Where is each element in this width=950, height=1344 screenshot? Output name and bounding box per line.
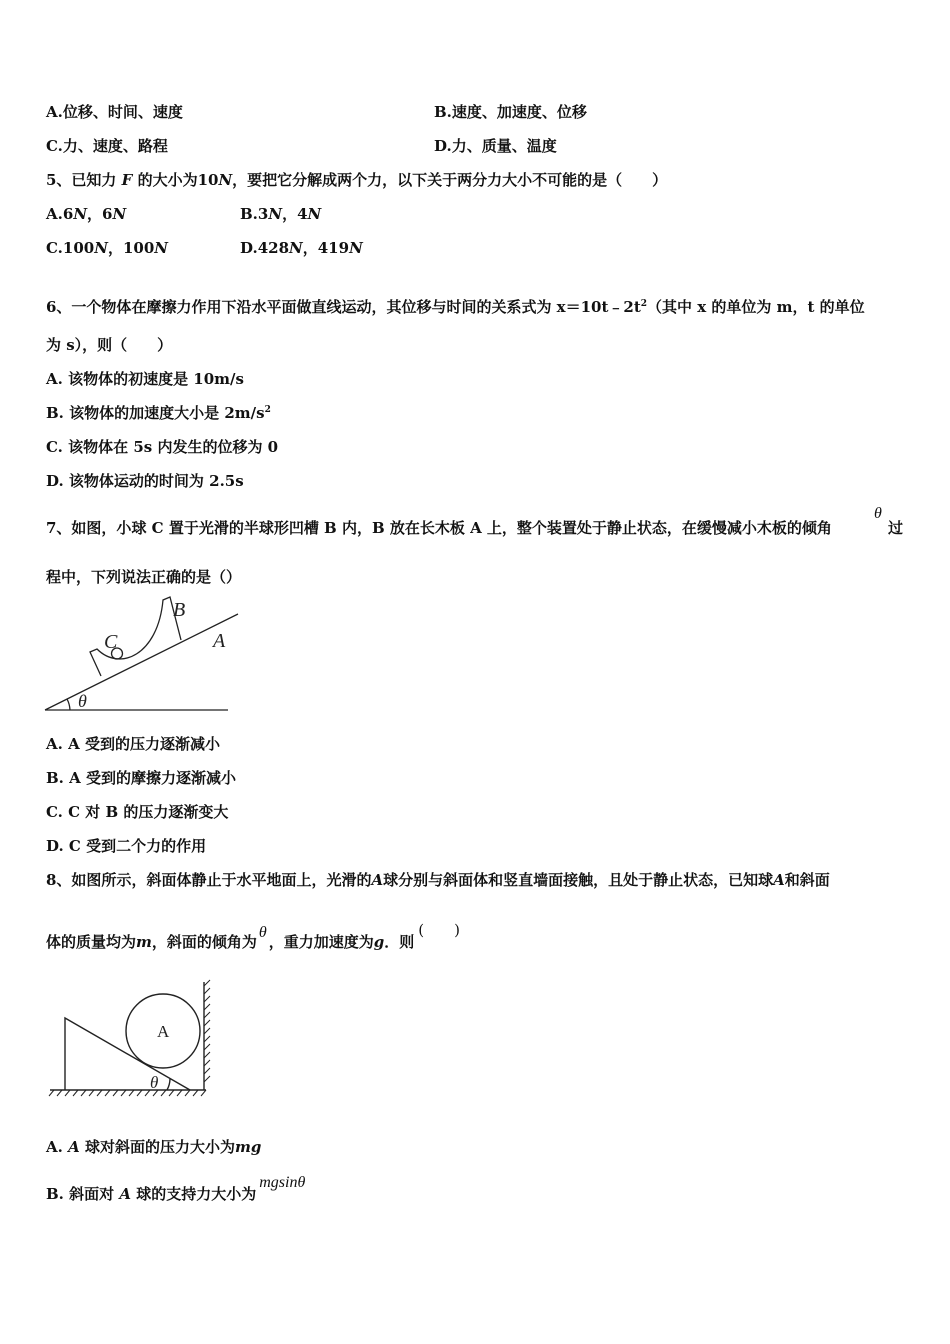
label-c: C [104, 631, 118, 653]
q8-stem-line1: 8、如图所示，斜面体静止于水平地面上，光滑的A球分别与斜面体和竖直墙面接触，且处于静止状态，已知球A和斜面 [46, 871, 830, 889]
q6-stem-line1: 6、一个物体在摩擦力作用下沿水平面做直线运动，其位移与时间的关系式为 $x=10t﹣2t^2$（其中 x 的单位为 m，t 的单位 [46, 298, 865, 316]
q6-option-d: D. 该物体运动的时间为 2.5s [46, 472, 244, 490]
q5-option-c: C.100N，100N [46, 239, 168, 257]
q4-option-c: C.力、速度、路程 [46, 137, 168, 155]
q7-stem-line1: 7、如图，小球 C 置于光滑的半球形凹槽 B 内，B 放在长木板 A 上，整个装置处于静止状态，在缓慢减小木板的倾角 θ 过 [46, 505, 904, 537]
q7-option-a: A. A 受到的压力逐渐减小 [46, 735, 220, 753]
q7-stem-line2: 程中，下列说法正确的是（） [46, 568, 242, 586]
q8-option-a: A. A 球对斜面的压力大小为mg [46, 1138, 262, 1156]
q8-option-b: B. 斜面对 A 球的支持力大小为mgsinθ [46, 1174, 306, 1203]
label-theta: θ [78, 691, 87, 711]
q7-option-c: C. C 对 B 的压力逐渐变大 [46, 803, 229, 821]
q6-option-a: A. 该物体的初速度是 10m/s [46, 370, 244, 388]
theta-symbol: θ [874, 505, 882, 522]
q5-option-d: D.428N，419N [240, 239, 363, 257]
label-b: B [173, 599, 186, 621]
q7-option-d: D. C 受到二个力的作用 [46, 837, 207, 855]
q4-option-d: D.力、质量、温度 [434, 137, 557, 155]
incline-block [65, 1018, 190, 1090]
q6-stem-line2: 为 s），则（ ） [46, 336, 173, 354]
label-a: A [213, 630, 226, 652]
theta-symbol: θ [258, 924, 267, 941]
mgsin-theta-expression: mgsinθ [259, 1174, 306, 1191]
label-theta: θ [150, 1073, 159, 1092]
q5-option-b: B.3N，4N [240, 205, 322, 223]
q4-option-a: A.位移、时间、速度 [46, 103, 183, 121]
q7-option-b: B. A 受到的摩擦力逐渐减小 [46, 769, 236, 787]
q6-option-c: C. 该物体在 5s 内发生的位移为 0 [46, 438, 279, 456]
q8-stem-line2: 体的质量均为m，斜面的倾角为θ，重力加速度为g．则( ) [46, 921, 461, 951]
q5-option-a: A.6N，6N [46, 205, 127, 223]
q4-option-b: B.速度、加速度、位移 [434, 103, 587, 121]
q5-stem: 5、已知力 F 的大小为10N，要把它分解成两个力，以下关于两分力大小不可能的是（ ） [46, 171, 668, 189]
q6-option-b: B. 该物体的加速度大小是 $2m/s^2$ [46, 404, 271, 422]
label-a: A [157, 1022, 170, 1041]
angle-arc [167, 1079, 170, 1090]
